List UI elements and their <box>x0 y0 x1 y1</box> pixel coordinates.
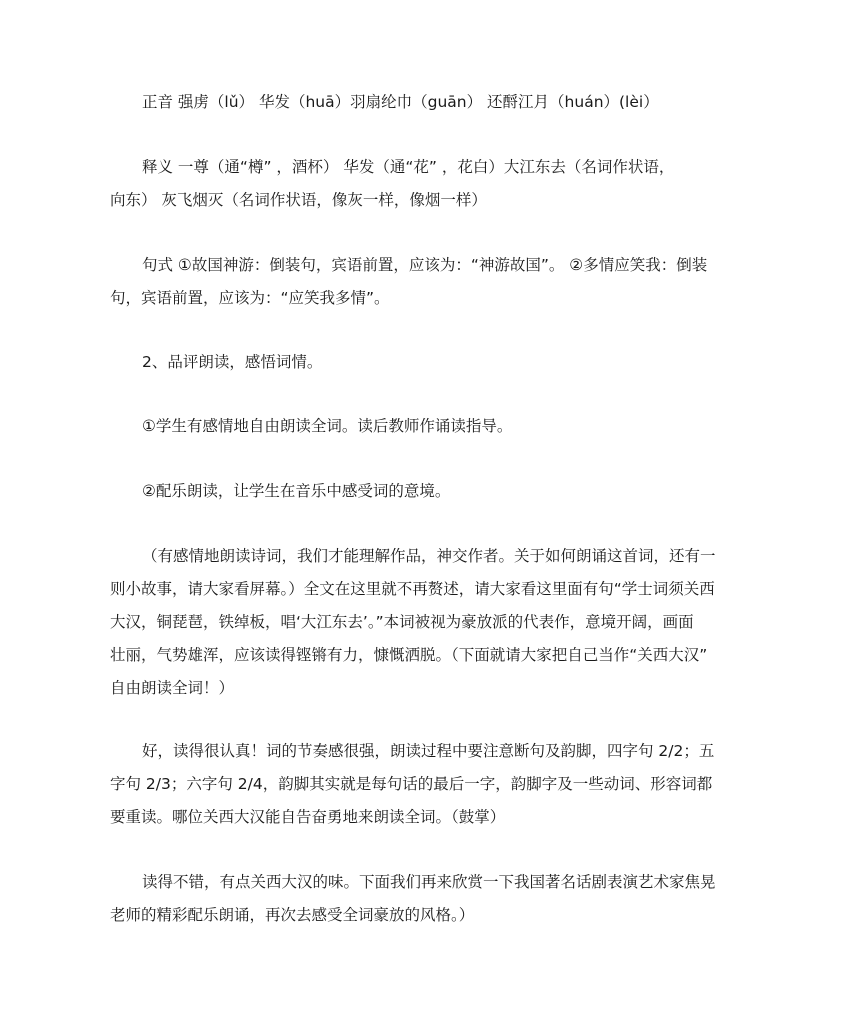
text-line: 好，读得很认真！词的节奏感很强，朗读过程中要注意断句及韵脚，四字句 2/2；五 <box>142 742 715 760</box>
paragraph-sentence-patterns <box>110 249 754 315</box>
text-line: 要重读。哪位关西大汉能自告奋勇地来朗读全词。（鼓掌） <box>110 808 506 826</box>
paragraph-definitions <box>110 151 754 217</box>
text-line: 句式 ①故国神游：倒装句，宾语前置，应该为：“神游故国”。 ②多情应笑我：倒装 <box>142 256 708 274</box>
text-line: ②配乐朗读，让学生在音乐中感受词的意境。 <box>142 482 451 500</box>
text-line: （有感情地朗读诗词，我们才能理解作品，神交作者。关于如何朗诵这首词，还有一 <box>142 547 716 565</box>
text-line: 向东） 灰飞烟灭（名词作状语，像灰一样，像烟一样） <box>110 191 487 209</box>
paragraph-rhythm <box>110 735 754 834</box>
text-line: 读得不错，有点关西大汉的味。下面我们再来欣赏一下我国著名话剧表演艺术家焦晃 <box>142 873 716 891</box>
text-line: 老师的精彩配乐朗诵，再次去感受全词豪放的风格。） <box>110 906 475 924</box>
text-line: 字句 2/3；六字句 2/4，韵脚其实就是每句话的最后一字，韵脚字及一些动词、形容词都 <box>110 775 713 793</box>
paragraph-step-1 <box>110 410 754 443</box>
text-line: 2、品评朗读，感悟词情。 <box>142 353 323 371</box>
text-line: 大汉，铜琵琶，铁绰板，唱‘大江东去’。”本词被视为豪放派的代表作，意境开阔，画面 <box>110 613 694 631</box>
paragraph-appreciation <box>110 866 754 932</box>
text-line: 正音 强虏（lǔ） 华发（huā）羽扇纶巾（guān） 还酹江月（huán）(lèi） <box>142 93 659 111</box>
text-line: 句，宾语前置，应该为：“应笑我多情”。 <box>110 289 390 307</box>
text-line: 壮丽，气势雄浑，应该读得铿锵有力，慷慨洒脱。（下面就请大家把自己当作“关西大汉” <box>110 646 708 664</box>
paragraph-pronunciation <box>110 86 754 119</box>
text-line: 释义 一尊（通“樽” ，酒杯） 华发（通“花” ，花白）大江东去（名词作状语， <box>142 158 675 176</box>
section-heading <box>110 346 754 379</box>
paragraph-reading-guidance <box>110 540 754 705</box>
paragraph-step-2 <box>110 475 754 508</box>
text-line: 则小故事，请大家看屏幕。）全文在这里就不再赘述，请大家看这里面有句“学士词须关西 <box>110 580 715 598</box>
text-line: 自由朗读全词！） <box>110 679 235 697</box>
text-line: ①学生有感情地自由朗读全词。读后教师作诵读指导。 <box>142 417 513 435</box>
